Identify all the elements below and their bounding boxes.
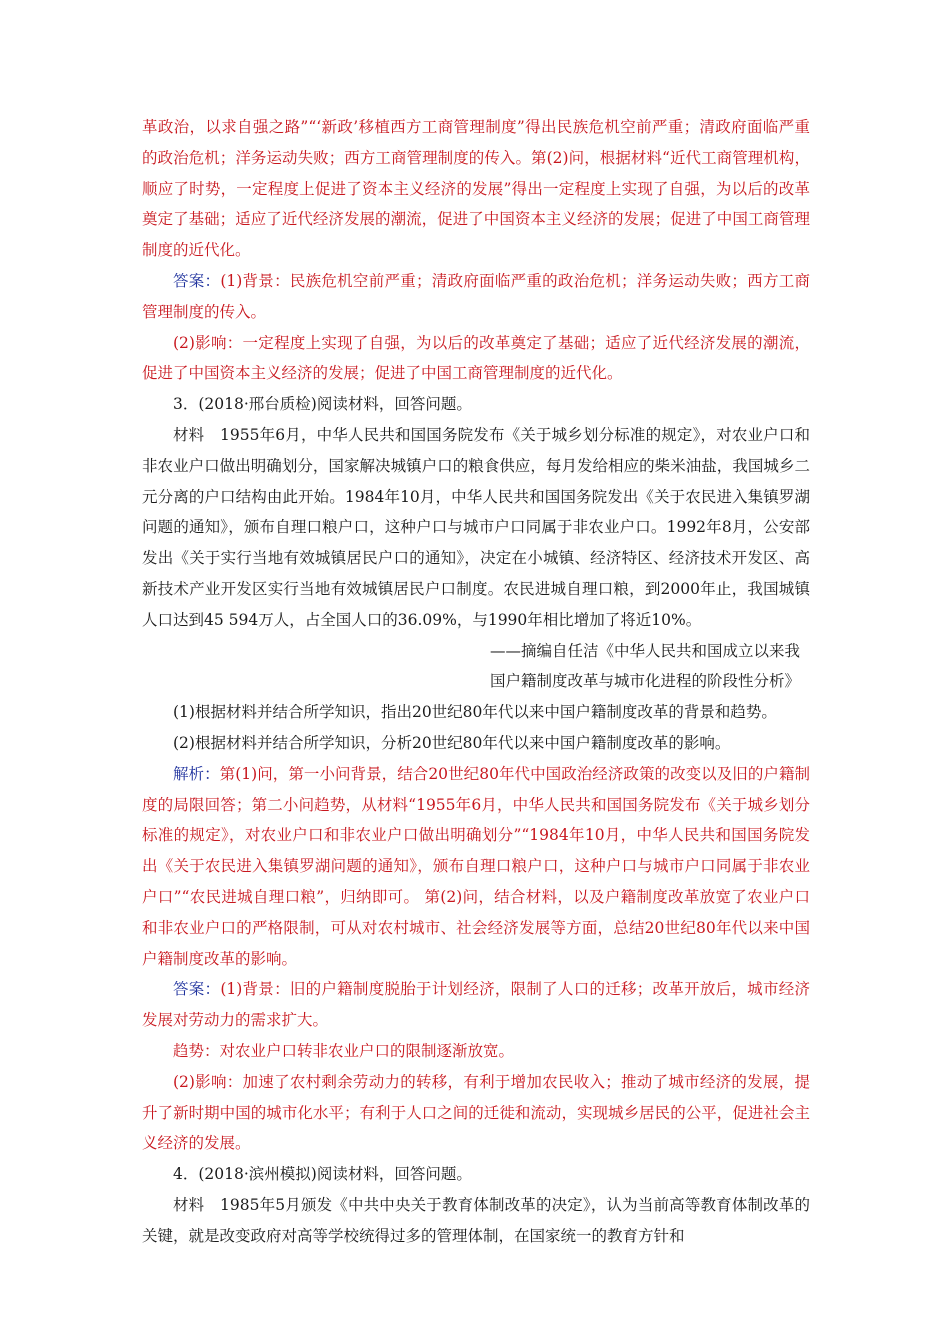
question-4-heading: 4．(2018·滨州模拟)阅读材料，回答问题。: [173, 1165, 472, 1184]
source-attribution-line-2: 国户籍制度改革与城市化进程的阶段性分析》: [489, 672, 800, 691]
question-3-answer-2: (2)影响：加速了农村剩余劳动力的转移，有利于增加农民收入；推动了城市经济的发展，提升了新时期中国的城市化水平；有利于人口之间的迁徙和流动，实现城乡居民的公平，促进社会主义经济的发展。: [142, 1072, 810, 1153]
analysis-label: 解析：: [173, 764, 220, 783]
question-3-analysis: [142, 759, 810, 975]
question-3-answer-1: [142, 974, 810, 1036]
answer-2-part-1: [142, 266, 810, 328]
answer-text: (1)背景：民族危机空前严重；清政府面临严重的政治危机；洋务运动失败；西方工商管理制度的传入。: [142, 271, 810, 321]
question-3-answer-trend: 趋势：对农业户口转非农业户口的限制逐渐放宽。: [173, 1041, 515, 1060]
question-3-sub-1: (1)根据材料并结合所学知识，指出20世纪80年代以来中国户籍制度改革的背景和趋势。: [173, 703, 777, 722]
source-attribution-line-1: ——摘编自任洁《中华人民共和国成立以来我: [489, 641, 800, 660]
answer-label: 答案：: [173, 980, 221, 999]
question-4-material: 材料 1985年5月颁发《中共中央关于教育体制改革的决定》，认为当前高等教育体制改革的关键，就是改变政府对高等学校统得过多的管理体制，在国家统一的教育方针和: [142, 1195, 810, 1245]
question-3-material: 材料 1955年6月，中华人民共和国国务院发布《关于城乡划分标准的规定》，对农业户口和非农业户口做出明确划分，国家解决城镇户口的粮食供应，每月发给相应的柴米油盐，我国城乡二元分离的户口结构由此开始。1984年10月，中华人民共和国国务院发出《关于农民进入集镇罗湖问题的通知》，颁布自理口粮户口，这种户口与城市户口同属于非农业户口。1992年8月，公安部发出《关于实行当地有效城镇居民户口的通知》，决定在小城镇、经济特区、经济技术开发区、高新技术产业开发区实行当地有效城镇居民户口制度。农民进城自理口粮，到2000年止，我国城镇人口达到45 594万人，占全国人口的36.09%，与1990年相比增加了将近10%。: [142, 425, 810, 629]
question-3-sub-2: (2)根据材料并结合所学知识，分析20世纪80年代以来中国户籍制度改革的影响。: [173, 733, 731, 752]
analysis-text: 第(1)问，第一小问背景，结合20世纪80年代中国政治经济政策的改变以及旧的户籍制度的局限回答；第二小问趋势，从材料“1955年6月，中华人民共和国国务院发布《关于城乡划分标准的规定》，对农业户口和非农业户口做出明确划分”“1984年10月，中华人民共和国国务院发出《关于农民进入集镇罗湖问题的通知》，颁布自理口粮户口，这种户口与城市户口同属于非农业户口”“农民进城自理口粮”，归纳即可。 第(2)问，结合材料，以及户籍制度改革放宽了农业户口和非农业户口的严格限制，可从对农村城市、社会经济发展等方面，总结20世纪80年代以来中国户籍制度改革的影响。: [142, 764, 810, 968]
answer-label: 答案：: [173, 271, 221, 290]
question-3-heading: 3．(2018·邢台质检)阅读材料，回答问题。: [173, 395, 472, 414]
document-page: [142, 112, 810, 1251]
analysis-continuation: 革政治，以求自强之路”“‘新政’移植西方工商管理制度”得出民族危机空前严重；清政府面临严重的政治危机；洋务运动失败；西方工商管理制度的传入。第(2)问，根据材料“近代工商管理机构，顺应了时势，一定程度上促进了资本主义经济的发展”得出一定程度上实现了自强，为以后的改革奠定了基础；适应了近代经济发展的潮流，促进了中国资本主义经济的发展；促进了中国工商管理制度的近代化。: [142, 118, 810, 260]
answer-2-part-2: (2)影响：一定程度上实现了自强，为以后的改革奠定了基础；适应了近代经济发展的潮流，促进了中国资本主义经济的发展；促进了中国工商管理制度的近代化。: [142, 333, 810, 383]
answer-text: (1)背景：旧的户籍制度脱胎于计划经济，限制了人口的迁移；改革开放后，城市经济发展对劳动力的需求扩大。: [142, 980, 810, 1030]
